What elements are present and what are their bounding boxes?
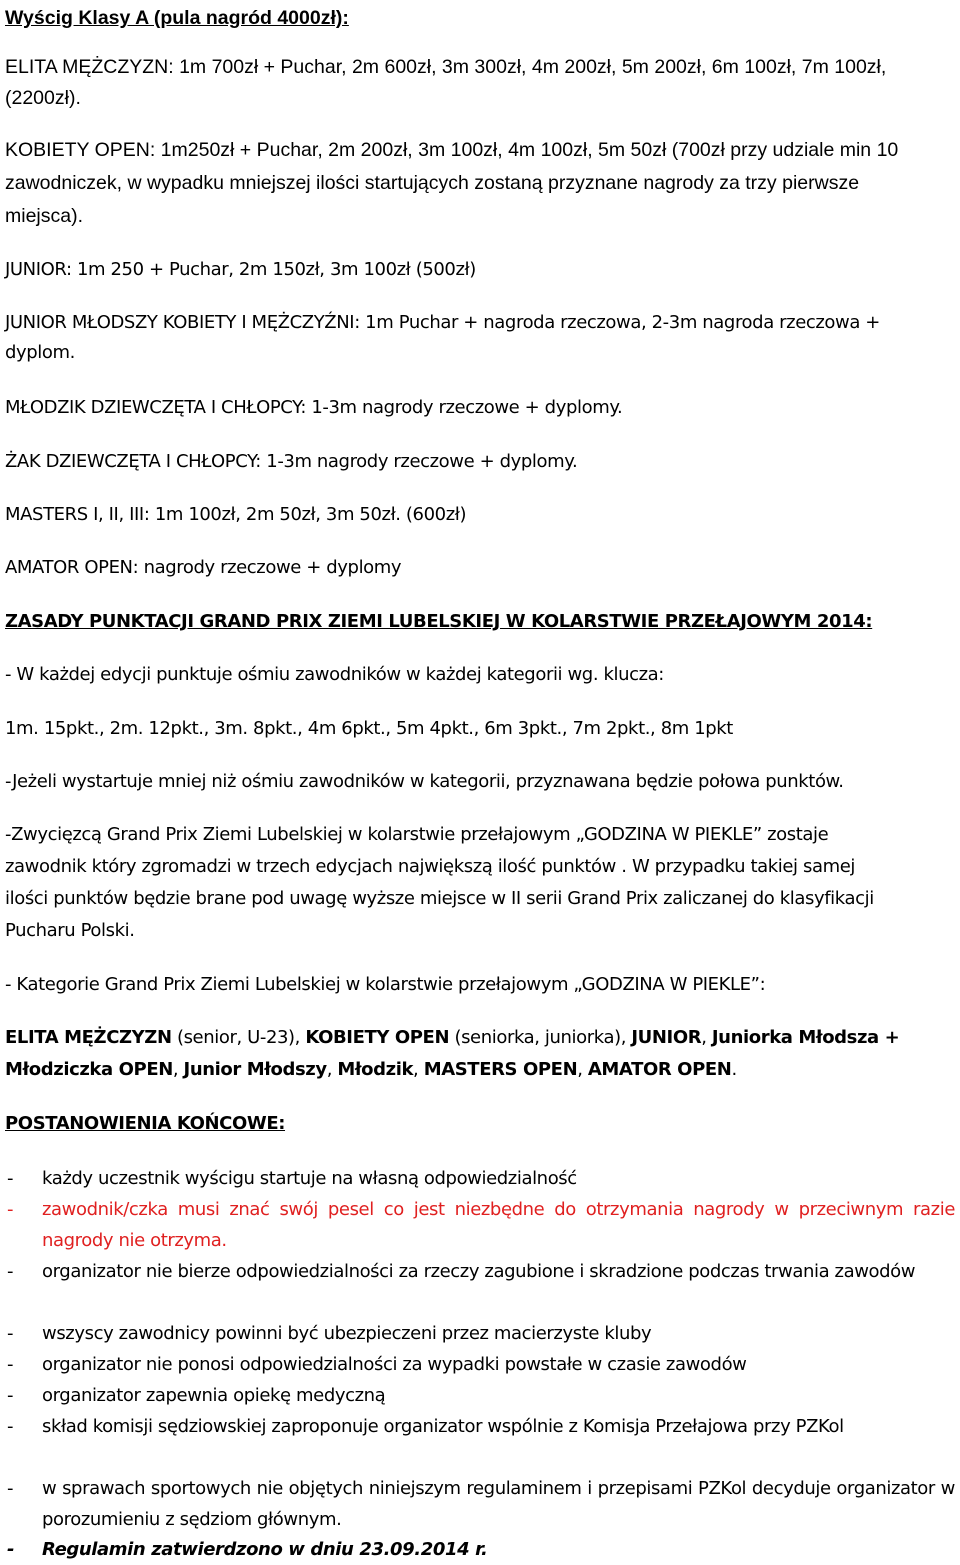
category-masters: MASTERS OPEN — [423, 1059, 578, 1080]
masters-prizes: MASTERS I, II, III: 1m 100zł, 2m 50zł, 3m 50zł. (600zł) — [5, 504, 467, 525]
provision-item — [5, 1380, 955, 1411]
elita-prizes-line-2: (2200zł). — [5, 87, 81, 109]
category-elita: ELITA MĘŻCZYZN — [5, 1027, 172, 1048]
provision-item-pesel — [5, 1194, 955, 1256]
junior-mlodszy-prizes-line-2: dyplom. — [5, 342, 75, 363]
bullet-dash: - — [7, 1199, 14, 1220]
bullet-dash: - — [7, 1539, 15, 1560]
scoring-rules-title: ZASADY PUNKTACJI GRAND PRIX ZIEMI LUBELSKIEJ W KOLARSTWIE PRZEŁAJOWYM 2014: — [5, 611, 873, 632]
provision-item — [5, 1411, 955, 1442]
scoring-rule-eight-riders: - W każdej edycji punktuje ośmiu zawodników w każdej kategorii wg. klucza: — [5, 664, 664, 685]
category-amator: AMATOR OPEN — [587, 1059, 732, 1080]
category-separator: , — [413, 1059, 424, 1080]
provision-item — [5, 1318, 955, 1349]
bullet-dash: - — [7, 1261, 14, 1282]
provision-text: zawodnik/czka musi znać swój pesel co jest niezbędne do otrzymania nagrody w przeciwnym razie nagrody nie otrzyma. — [42, 1199, 955, 1251]
junior-mlodszy-prizes-line-1: JUNIOR MŁODSZY KOBIETY I MĘŻCZYŹNI: 1m Puchar + nagroda rzeczowa, 2-3m nagroda rzeczowa + — [5, 312, 880, 333]
provision-item — [5, 1163, 955, 1194]
bullet-dash: - — [7, 1323, 14, 1344]
winner-rule-line-1: -Zwycięzcą Grand Prix Ziemi Lubelskiej w kolarstwie przełajowym „GODZINA W PIEKLE” zostaje — [5, 824, 829, 845]
category-elita-note: (senior, U-23), — [171, 1027, 306, 1048]
provision-text: wszyscy zawodnicy powinni być ubezpieczeni przez macierzyste kluby — [42, 1323, 652, 1344]
category-mlodzik: Młodzik — [337, 1059, 414, 1080]
category-list-end: . — [731, 1059, 737, 1080]
provision-text: organizator zapewnia opiekę medyczną — [42, 1385, 386, 1406]
amator-prizes: AMATOR OPEN: nagrody rzeczowe + dyplomy — [5, 557, 402, 578]
categories-intro: - Kategorie Grand Prix Ziemi Lubelskiej w kolarstwie przełajowym „GODZINA W PIEKLE”: — [5, 974, 766, 995]
winner-rule-line-3: ilości punktów będzie brane pod uwagę wyższe miejsce w II serii Grand Prix zaliczanej do klasyfikacji — [5, 888, 874, 909]
elita-prizes-line-1: ELITA MĘŻCZYZN: 1m 700zł + Puchar, 2m 600zł, 3m 300zł, 4m 200zł, 5m 200zł, 6m 100zł, 7m 100zł, — [5, 56, 887, 78]
bullet-dash: - — [7, 1354, 14, 1375]
bullet-dash: - — [7, 1416, 14, 1437]
winner-rule-line-4: Pucharu Polski. — [5, 920, 135, 941]
final-provisions-title: POSTANOWIENIA KOŃCOWE: — [5, 1113, 286, 1134]
category-junior-mlodszy: Junior Młodszy — [183, 1059, 327, 1080]
provision-item — [5, 1473, 955, 1535]
provision-item-approval — [5, 1534, 955, 1565]
categories-list-line-1 — [5, 1022, 955, 1054]
provision-text: każdy uczestnik wyścigu startuje na własną odpowiedzialność — [42, 1168, 577, 1189]
category-separator: , — [172, 1059, 184, 1080]
junior-prizes: JUNIOR: 1m 250 + Puchar, 2m 150zł, 3m 100zł (500zł) — [5, 259, 476, 280]
provision-text: w sprawach sportowych nie objętych niniejszym regulaminem i przepisami PZKol decyduje organizator w porozumieniu z sędziom głównym. — [42, 1478, 955, 1530]
kobiety-prizes-line-3: miejsca). — [5, 205, 84, 227]
mlodzik-prizes: MŁODZIK DZIEWCZĘTA I CHŁOPCY: 1-3m nagrody rzeczowe + dyplomy. — [5, 397, 623, 418]
provision-text: organizator nie ponosi odpowiedzialności za wypadki powstałe w czasie zawodów — [42, 1354, 747, 1375]
bullet-dash: - — [7, 1385, 14, 1406]
provision-item — [5, 1349, 955, 1380]
approval-date-text: Regulamin zatwierdzono w dniu 23.09.2014 r. — [42, 1539, 488, 1560]
race-class-a-title: Wyścig Klasy A (pula nagród 4000zł): — [5, 7, 349, 29]
kobiety-prizes-line-1: KOBIETY OPEN: 1m250zł + Puchar, 2m 200zł, 3m 100zł, 4m 100zł, 5m 50zł (700zł przy udziale min 10 — [5, 139, 899, 161]
category-junior: JUNIOR — [631, 1027, 702, 1048]
category-separator: , — [326, 1059, 338, 1080]
category-juniorka: Juniorka Młodsza + — [711, 1027, 900, 1048]
category-kobiety-note: (seniorka, juniorka), — [449, 1027, 632, 1048]
provision-item — [5, 1256, 955, 1287]
category-separator: , — [577, 1059, 588, 1080]
bullet-dash: - — [7, 1168, 14, 1189]
provision-text: organizator nie bierze odpowiedzialności za rzeczy zagubione i skradzione podczas trwania zawodów — [42, 1261, 916, 1282]
category-mlodziczka: Młodziczka OPEN — [5, 1059, 173, 1080]
points-key: 1m. 15pkt., 2m. 12pkt., 3m. 8pkt., 4m 6pkt., 5m 4pkt., 6m 3pkt., 7m 2pkt., 8m 1pkt — [5, 718, 733, 739]
scoring-rule-half-points: -Jeżeli wystartuje mniej niż ośmiu zawodników w kategorii, przyznawana będzie połowa punktów. — [5, 771, 844, 792]
category-separator: , — [701, 1027, 712, 1048]
categories-list-line-2 — [5, 1054, 955, 1086]
provision-text: skład komisji sędziowskiej zaproponuje organizator wspólnie z Komisja Przełajowa przy PZKol — [42, 1416, 844, 1437]
kobiety-prizes-line-2: zawodniczek, w wypadku mniejszej ilości startujących zostaną przyznane nagrody za trzy pierwsze — [5, 172, 860, 194]
zak-prizes: ŻAK DZIEWCZĘTA I CHŁOPCY: 1-3m nagrody rzeczowe + dyplomy. — [5, 451, 578, 472]
winner-rule-line-2: zawodnik który zgromadzi w trzech edycjach największą ilość punktów . W przypadku takiej samej — [5, 856, 855, 877]
category-kobiety: KOBIETY OPEN — [305, 1027, 450, 1048]
bullet-dash: - — [7, 1478, 14, 1499]
